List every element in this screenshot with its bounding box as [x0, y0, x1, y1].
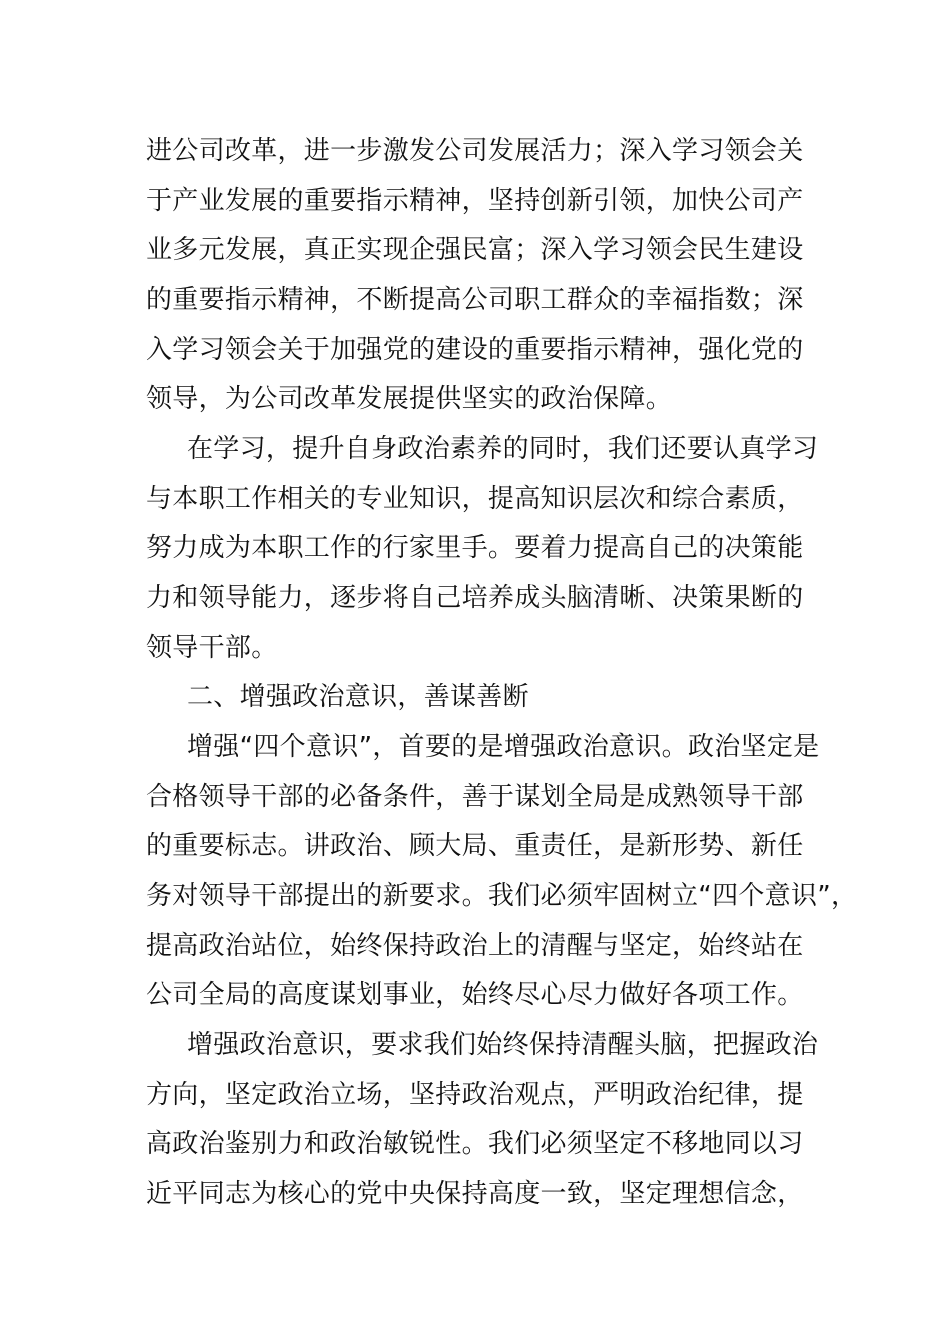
text-line: 的重要标志。讲政治、顾大局、重责任，是新形势、新任: [146, 831, 804, 861]
text-line: 力和领导能力，逐步将自己培养成头脑清晰、决策果断的: [146, 583, 804, 613]
paragraph-first-line: 增强政治意识，要求我们始终保持清醒头脑，把握政治: [187, 1030, 819, 1060]
text-line: 于产业发展的重要指示精神，坚持创新引领，加快公司产: [146, 186, 804, 216]
paragraph-first-line: 在学习，提升自身政治素养的同时，我们还要认真学习: [187, 434, 819, 464]
text-line: 与本职工作相关的专业知识，提高知识层次和综合素质，: [146, 484, 804, 514]
text-line: 公司全局的高度谋划事业，始终尽心尽力做好各项工作。: [146, 980, 804, 1010]
paragraph-first-line: 增强“四个意识”，首要的是增强政治意识。政治坚定是: [187, 732, 820, 762]
text-line: 方向，坚定政治立场，坚持政治观点，严明政治纪律，提: [146, 1080, 804, 1110]
text-line: 领导，为公司改革发展提供坚实的政治保障。: [146, 384, 673, 414]
text-line: 入学习领会关于加强党的建设的重要指示精神，强化党的: [146, 335, 804, 365]
section-heading: 二、增强政治意识，善谋善断: [187, 682, 529, 712]
text-line: 合格领导干部的必备条件，善于谋划全局是成熟领导干部: [146, 782, 804, 812]
text-line: 近平同志为核心的党中央保持高度一致，坚定理想信念，: [146, 1179, 804, 1209]
text-line: 高政治鉴别力和政治敏锐性。我们必须坚定不移地同以习: [146, 1129, 804, 1159]
text-line: 业多元发展，真正实现企强民富；深入学习领会民生建设: [146, 235, 804, 265]
text-line: 提高政治站位，始终保持政治上的清醒与坚定，始终站在: [146, 931, 804, 961]
text-line: 领导干部。: [146, 633, 278, 663]
text-line: 的重要指示精神，不断提高公司职工群众的幸福指数；深: [146, 285, 804, 315]
text-line: 努力成为本职工作的行家里手。要着力提高自己的决策能: [146, 533, 804, 563]
text-line: 务对领导干部提出的新要求。我们必须牢固树立“四个意识”，: [146, 881, 858, 911]
text-line: 进公司改革，进一步激发公司发展活力；深入学习领会关: [146, 136, 804, 166]
